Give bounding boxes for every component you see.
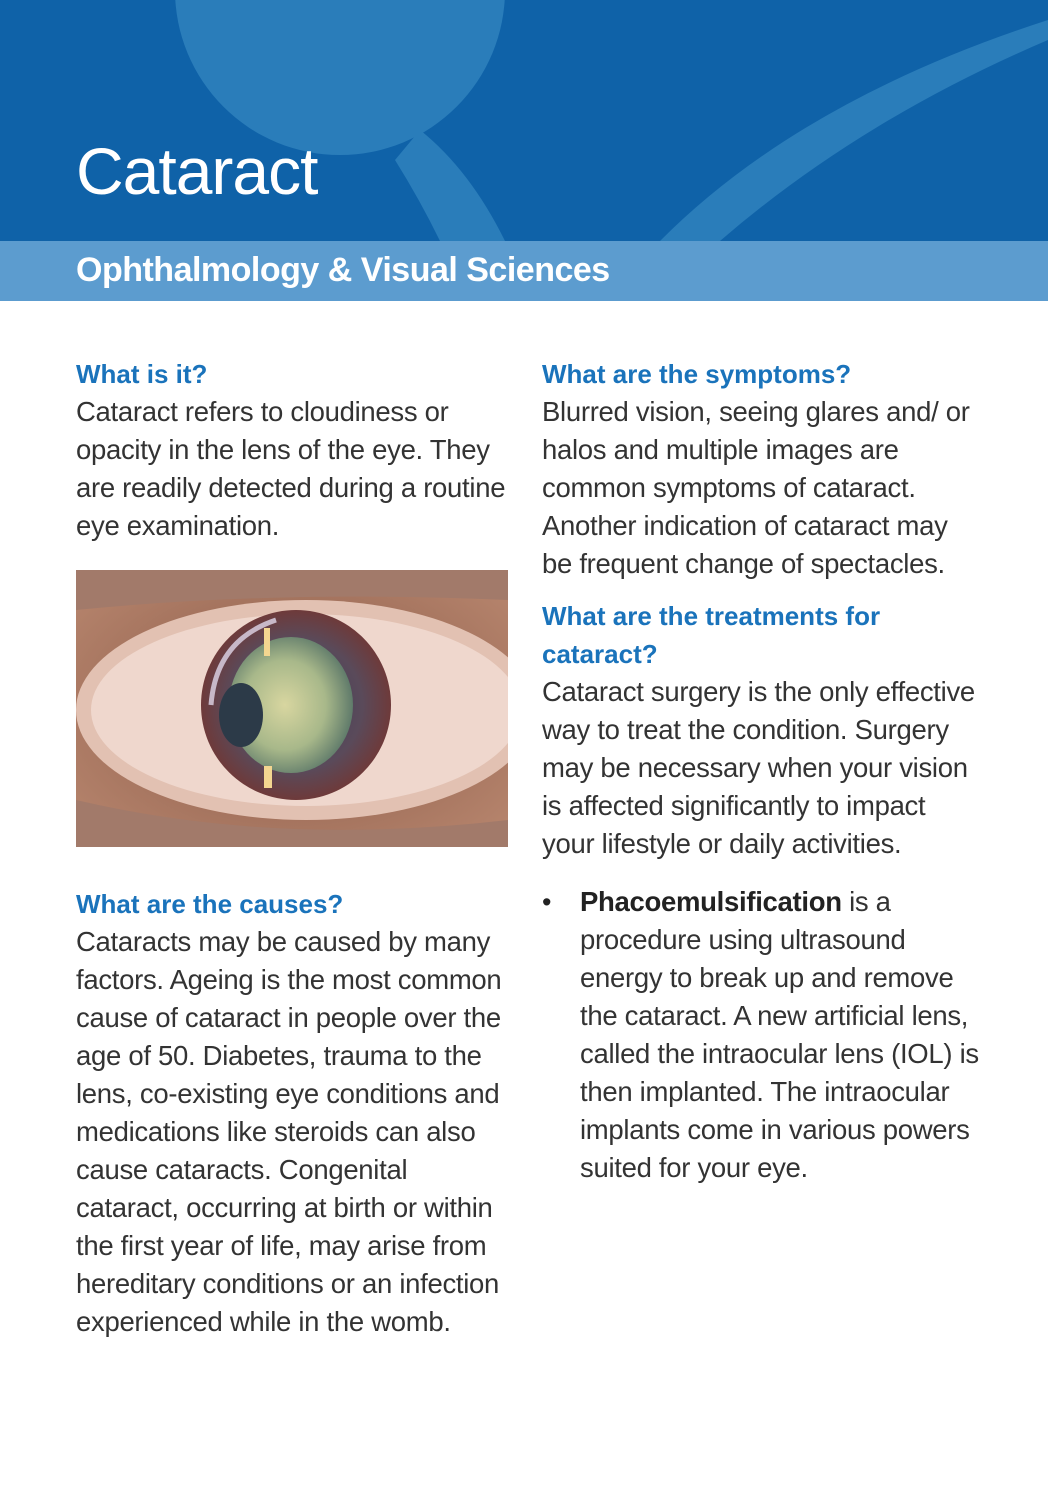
treatment-list <box>542 883 982 1187</box>
symptoms-heading: What are the symptoms? <box>542 359 852 389</box>
bullet-text: is a procedure using ultrasound energy to break up and remove the cataract. A new artificial lens, called the intraocular lens (IOL) is then implanted. The intraocular implants come in various powers suited for your eye. <box>580 886 979 1183</box>
treatments-heading: What are the treatments for cataract? <box>542 601 881 669</box>
right-column <box>542 355 982 1187</box>
causes-heading: What are the causes? <box>76 889 344 919</box>
bullet-icon: • <box>542 887 552 917</box>
symptoms-text: Blurred vision, seeing glares and/ or halos and multiple images are common symptoms of cataract. Another indication of cataract may be frequent change of spectacles. <box>542 396 970 579</box>
list-item <box>542 883 982 1187</box>
left-column <box>76 355 516 1341</box>
eye-photo <box>76 570 508 847</box>
subtitle-band <box>0 241 1048 301</box>
bullet-paragraph <box>580 883 982 1187</box>
header-banner <box>0 0 1048 241</box>
page-title: Cataract <box>76 134 318 208</box>
bullet-term: Phacoemulsification <box>580 886 842 917</box>
department-subtitle: Ophthalmology & Visual Sciences <box>76 251 610 289</box>
what-is-it-text: Cataract refers to cloudiness or opacity in the lens of the eye. They are readily detected during a routine eye examination. <box>76 396 506 541</box>
causes-text: Cataracts may be caused by many factors. Ageing is the most common cause of cataract in people over the age of 50. Diabetes, trauma to the lens, co-existing eye conditions and medications like steroids can also cause cataracts. Congenital cataract, occurring at birth or within the first year of life, may arise from hereditary conditions or an infection experienced while in the womb. <box>76 926 502 1337</box>
what-is-it-heading: What is it? <box>76 359 208 389</box>
treatments-text: Cataract surgery is the only effective way to treat the condition. Surgery may be necessary when your vision is affected significantly to impact your lifestyle or daily activities. <box>542 676 975 859</box>
